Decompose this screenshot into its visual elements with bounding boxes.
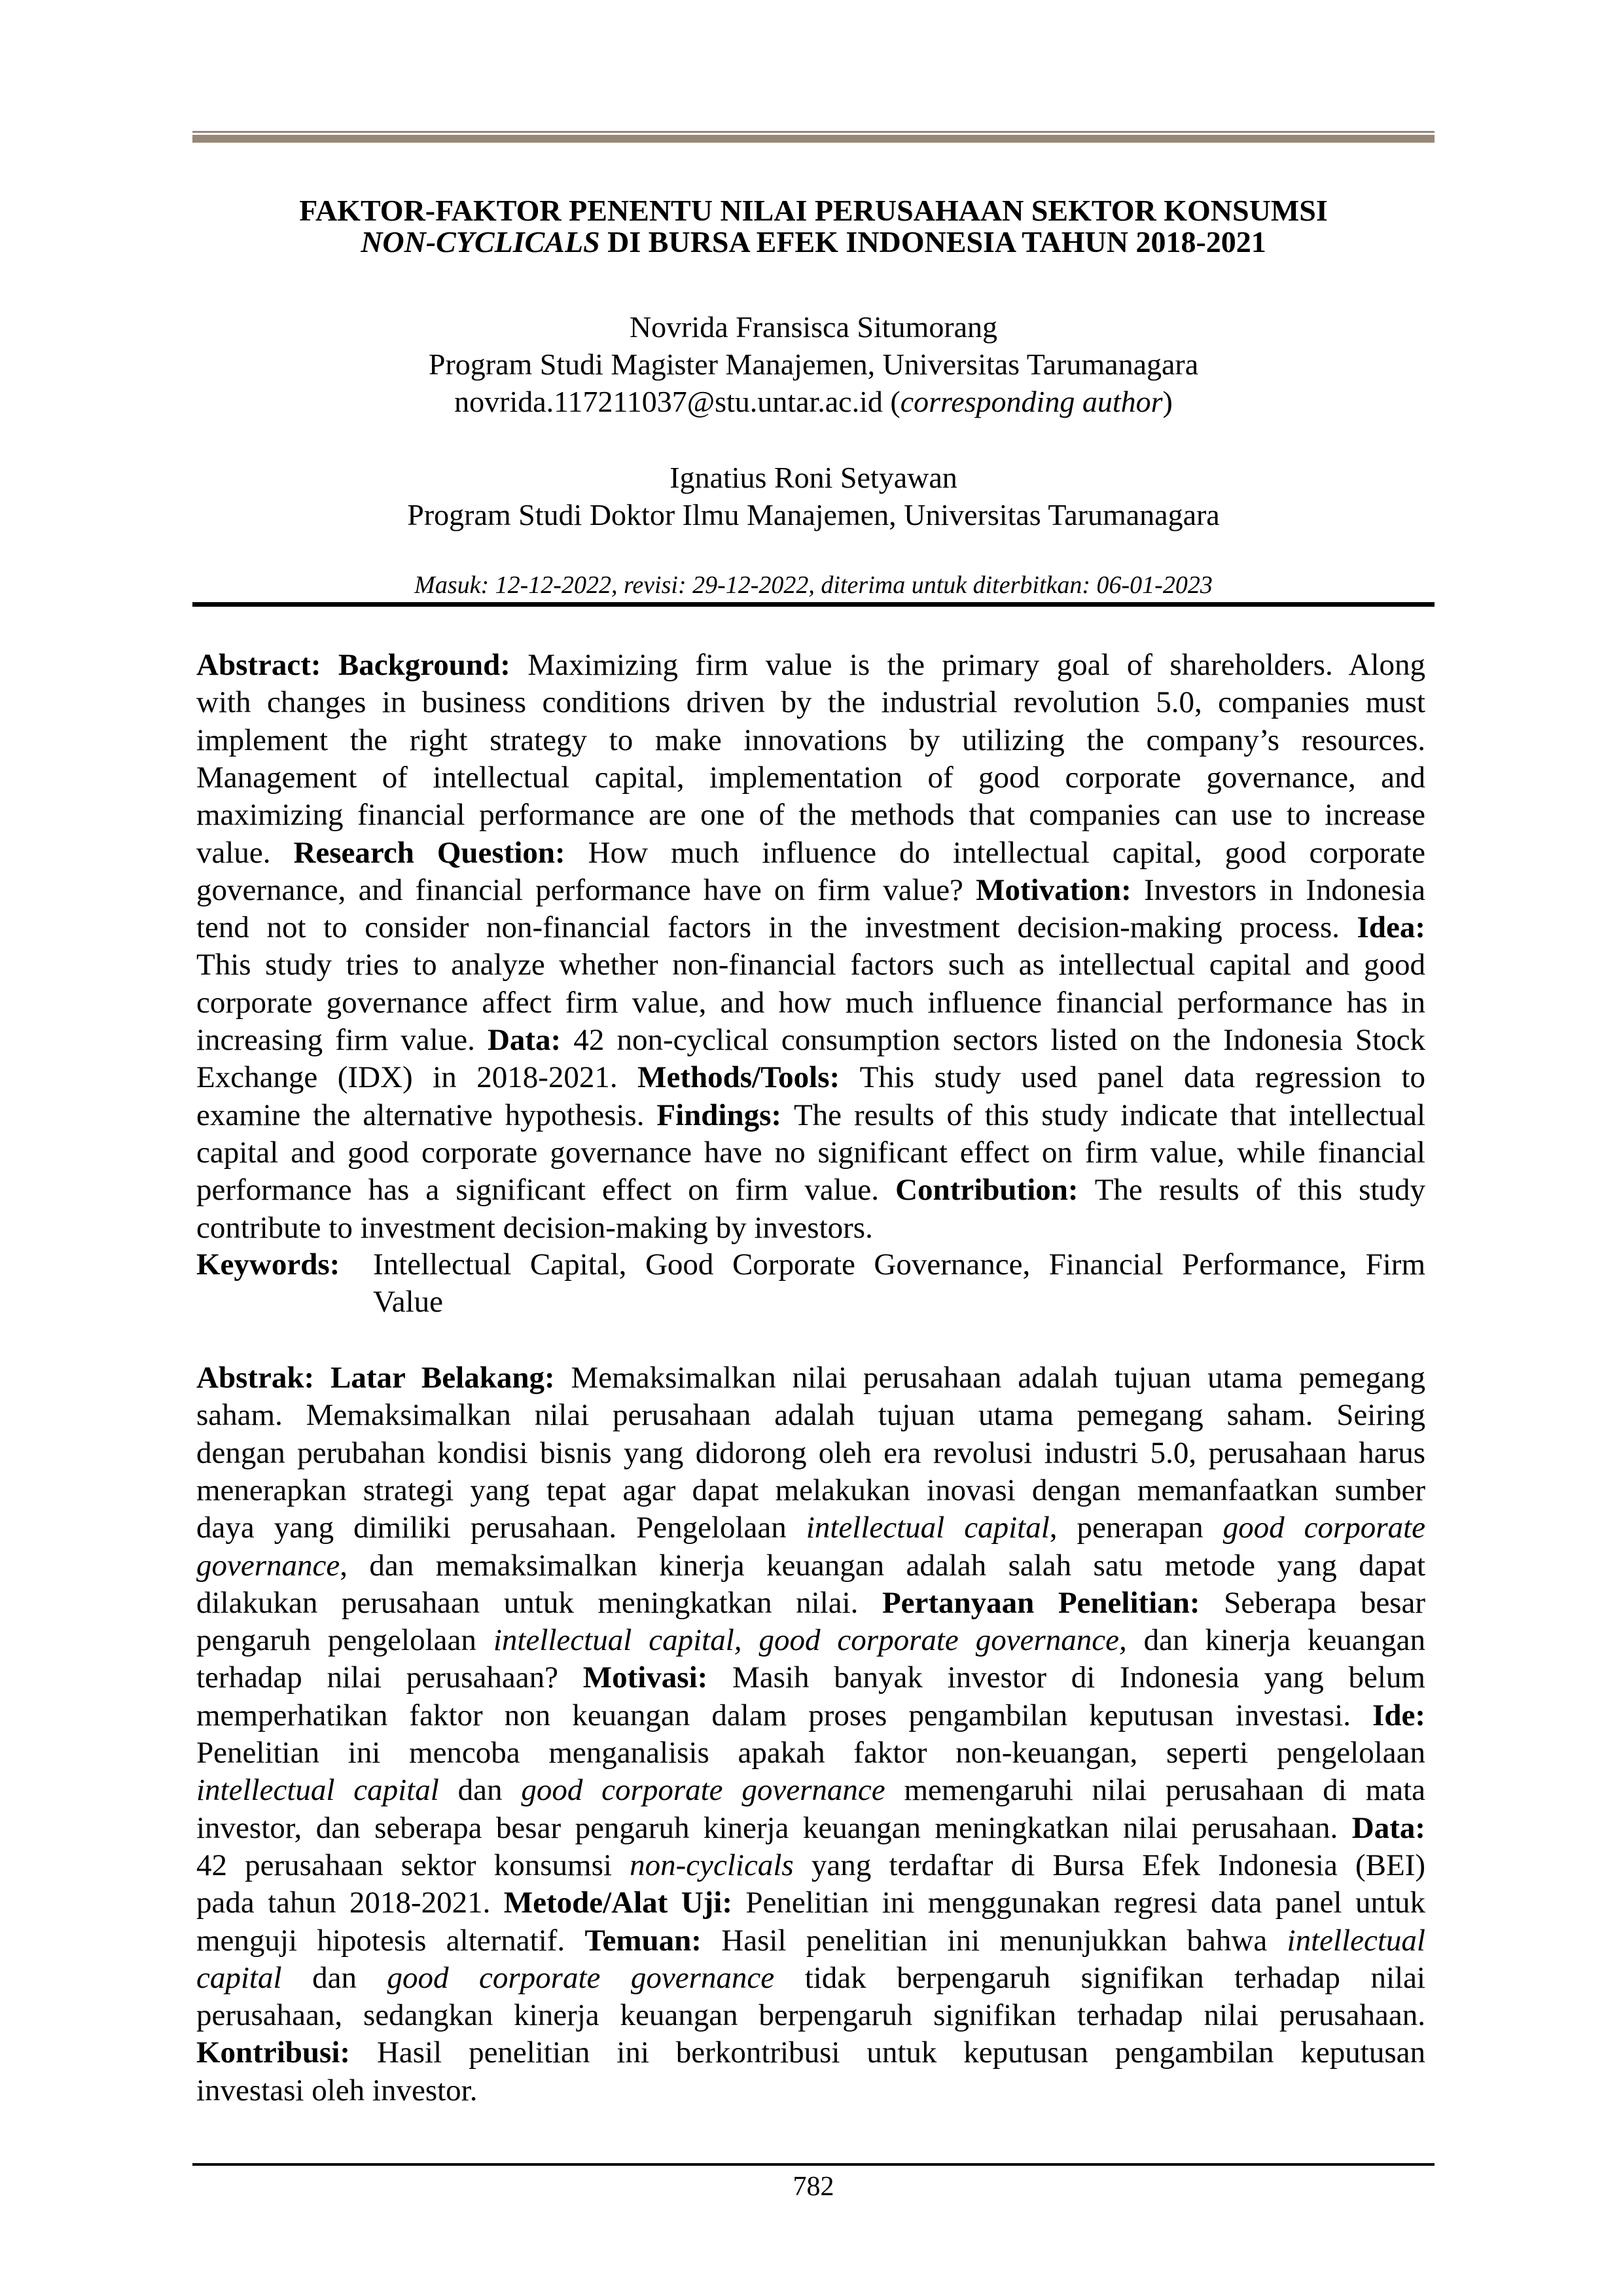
text-run: investor, dan seberapa besar pengaruh kinerja keuangan meningkatkan nilai perusahaan. — [196, 1810, 1352, 1845]
section-label: Temuan: — [584, 1923, 722, 1958]
header-separator-rule — [192, 602, 1435, 607]
abstract-en-line — [196, 1172, 1425, 1209]
abstract-en-line — [196, 722, 1425, 759]
paren-open: ( — [882, 385, 901, 418]
abstract-id-line — [196, 1397, 1425, 1434]
text-run: saham. Memaksimalkan nilai perusahaan adalah tujuan utama pemegang saham. Seiring — [196, 1398, 1425, 1433]
section-label: Metode/Alat Uji: — [503, 1886, 746, 1920]
section-label: Kontribusi: — [196, 2036, 377, 2070]
text-run: menguji hipotesis alternatif. — [196, 1923, 585, 1958]
abstract-en-line — [196, 946, 1425, 984]
author-1-email[interactable]: novrida.117211037@stu.untar.ac.id — [454, 385, 883, 418]
abstract-en-line — [196, 872, 1425, 909]
italic-term: governance — [196, 1548, 340, 1583]
section-label: Abstract: Background: — [196, 648, 528, 682]
text-run: Penelitian ini menggunakan regresi data panel untuk — [745, 1886, 1426, 1920]
text-run: Investors in Indonesia — [1143, 872, 1425, 907]
text-run: Masih banyak investor di Indonesia yang belum — [732, 1660, 1425, 1695]
text-run: Penelitian ini mencoba menganalisis apakah faktor non-keuangan, seperti pengelolaan — [196, 1736, 1425, 1770]
submission-dates: Masuk: 12-12-2022, revisi: 29-12-2022, diterima untuk diterbitkan: 06-01-2023 — [414, 571, 1213, 599]
text-run: increasing firm value. — [196, 1023, 488, 1057]
text-run: terhadap nilai perusahaan? — [196, 1660, 583, 1695]
italic-term: intellectual — [1287, 1923, 1425, 1958]
text-run: implement the right strategy to make innovations by utilizing the company’s resources. — [196, 723, 1425, 757]
italic-term: good corporate — [1222, 1511, 1426, 1545]
text-run: pada tahun 2018-2021. — [196, 1886, 504, 1920]
section-label: Ide: — [1372, 1698, 1425, 1732]
text-run: tend not to consider non-financial factors in the investment decision-making process. — [196, 910, 1357, 945]
text-run: memperhatikan faktor non keuangan dalam proses pengambilan keputusan investasi. — [196, 1698, 1373, 1732]
text-run: dan kinerja keuangan — [1126, 1623, 1426, 1658]
abstract-id-line — [196, 1847, 1425, 1884]
text-run: dan — [438, 1773, 522, 1808]
text-run: Memaksimalkan nilai perusahaan adalah tujuan utama pemegang — [571, 1361, 1425, 1395]
section-label: Pertanyaan Penelitian: — [882, 1585, 1224, 1620]
text-run: examine the alternative hypothesis. — [196, 1098, 657, 1132]
abstract-en-line — [196, 834, 1425, 872]
abstract-id-line — [196, 1772, 1425, 1809]
section-label: Motivasi: — [582, 1660, 732, 1695]
author-2-name: Ignatius Roni Setyawan — [669, 461, 957, 494]
text-run: daya yang dimiliki perusahaan. Pengelolaan — [196, 1511, 806, 1545]
abstract-id-line — [196, 2072, 1425, 2109]
italic-term: good corporate governance — [387, 1960, 775, 1995]
text-run: value. — [196, 835, 294, 870]
text-run: , dan memaksimalkan kinerja keuangan adalah salah satu metode yang dapat — [340, 1548, 1425, 1583]
abstract-id-line — [196, 1622, 1425, 1659]
abstract-en-line — [196, 1022, 1425, 1059]
footer-rule — [192, 2163, 1435, 2166]
text-run: , penerapan — [1049, 1511, 1223, 1545]
abstract-en-line — [196, 1134, 1425, 1172]
abstract-en-line — [196, 1059, 1425, 1096]
abstract-en-line — [196, 797, 1425, 834]
text-run: This study used panel data regression to — [859, 1060, 1426, 1095]
section-label: Data: — [487, 1023, 574, 1057]
section-label: Data: — [1351, 1810, 1425, 1845]
section-label: Motivation: — [976, 872, 1144, 907]
abstract-id-line — [196, 1435, 1425, 1472]
text-run: capital and good corporate governance have no significant effect on firm value, while financial — [196, 1135, 1425, 1170]
abstract-en-line — [196, 684, 1425, 721]
text-run: The results of this study indicate that intellectual — [793, 1098, 1425, 1132]
keywords-value-line-2: Value — [373, 1285, 444, 1319]
text-run: performance has a significant effect on firm value. — [196, 1173, 896, 1208]
text-run: investasi oleh investor. — [196, 2073, 478, 2108]
text-run: yang terdaftar di Bursa Efek Indonesia (BEI) — [793, 1848, 1425, 1882]
keywords-label: Keywords: — [196, 1247, 340, 1282]
abstract-en-line — [196, 1097, 1425, 1134]
text-run: maximizing financial performance are one of the methods that companies can use to increase — [196, 798, 1425, 833]
text-run: Hasil penelitian ini berkontribusi untuk keputusan pengambilan keputusan — [376, 2036, 1425, 2070]
abstract-en-line — [196, 984, 1425, 1022]
section-label: Idea: — [1357, 910, 1425, 945]
abstract-id-line — [196, 1884, 1425, 1922]
abstract-id-line — [196, 1922, 1425, 1960]
text-run: tidak berpengaruh signifikan terhadap nilai — [774, 1960, 1425, 1995]
text-run: Management of intellectual capital, implementation of good corporate governance, and — [196, 760, 1425, 795]
header-rule-thick — [192, 135, 1435, 143]
text-run: dilakukan perusahaan untuk meningkatkan nilai. — [196, 1585, 882, 1620]
abstract-id-line — [196, 1810, 1425, 1847]
italic-term: intellectual capital — [806, 1511, 1050, 1545]
author-1-name: Novrida Fransisca Situmorang — [629, 310, 998, 344]
italic-term: intellectual capital — [196, 1773, 439, 1808]
italic-term: intellectual capital, good corporate governance, — [493, 1623, 1127, 1658]
section-label: Findings: — [656, 1098, 794, 1132]
text-run: This study tries to analyze whether non-financial factors such as intellectual capital and good — [196, 948, 1425, 982]
title-line-2-rest: DI BURSA EFEK INDONESIA TAHUN 2018-2021 — [599, 225, 1266, 259]
text-run: Hasil penelitian ini menunjukkan bahwa — [721, 1923, 1287, 1958]
abstract-id-line — [196, 1585, 1425, 1622]
abstract-en-line — [196, 647, 1425, 684]
text-run: Maximizing firm value is the primary goal of shareholders. Along — [527, 648, 1425, 682]
abstract-en-line — [196, 1210, 1425, 1247]
abstract-id-line — [196, 1960, 1425, 1997]
text-run: with changes in business conditions driven by the industrial revolution 5.0, companies must — [196, 685, 1425, 720]
corresponding-author-note: corresponding author — [900, 385, 1163, 418]
italic-term: non-cyclicals — [630, 1848, 794, 1882]
text-run: menerapkan strategi yang tepat agar dapat melakukan inovasi dengan memanfaatkan sumber — [196, 1473, 1425, 1507]
abstract-id-line — [196, 1547, 1425, 1585]
text-run: pengaruh pengelolaan — [196, 1623, 493, 1658]
abstract-id-line — [196, 1472, 1425, 1509]
abstract-id-line — [196, 1359, 1425, 1397]
italic-term: good corporate governance — [521, 1773, 885, 1808]
abstract-id-line — [196, 1734, 1425, 1772]
paren-close: ) — [1162, 385, 1173, 418]
header-rule-thin — [192, 131, 1435, 133]
abstract-id-line — [196, 1997, 1425, 2034]
section-label: Research Question: — [293, 835, 588, 870]
title-line-2 — [192, 226, 1435, 258]
abstract-en-line — [196, 909, 1425, 946]
author-1-contact — [192, 383, 1435, 420]
keywords-row-1 — [196, 1246, 1425, 1283]
author-2-affiliation: Program Studi Doktor Ilmu Manajemen, Universitas Tarumanagara — [407, 498, 1220, 531]
section-label: Abstrak: Latar Belakang: — [196, 1361, 571, 1395]
text-run: governance, and financial performance have on firm value? — [196, 872, 976, 907]
abstract-id-line — [196, 2034, 1425, 2072]
keywords-value-line-1: Intellectual Capital, Good Corporate Governance, Financial Performance, Firm — [373, 1247, 1425, 1282]
text-run: dan — [281, 1960, 387, 1995]
abstract-id-line — [196, 1659, 1425, 1696]
abstract-id-line — [196, 1697, 1425, 1734]
text-run: dengan perubahan kondisi bisnis yang didorong oleh era revolusi industri 5.0, perusahaan harus — [196, 1435, 1425, 1470]
text-run: Exchange (IDX) in 2018-2021. — [196, 1060, 638, 1095]
text-run: memengaruhi nilai perusahaan di mata — [885, 1773, 1425, 1808]
text-run: How much influence do intellectual capital, good corporate — [588, 835, 1425, 870]
title-italic-term: NON-CYCLICALS — [361, 225, 600, 259]
text-run: corporate governance affect firm value, and how much influence financial performance has in — [196, 985, 1425, 1020]
text-run: 42 perusahaan sektor konsumsi — [196, 1848, 630, 1882]
section-label: Methods/Tools: — [637, 1060, 860, 1095]
text-run: perusahaan, sedangkan kinerja keuangan berpengaruh signifikan terhadap nilai perusahaan. — [196, 1998, 1425, 2033]
title-line-1: FAKTOR-FAKTOR PENENTU NILAI PERUSAHAAN SEKTOR KONSUMSI — [299, 194, 1328, 227]
text-run: The results of this study — [1094, 1173, 1425, 1208]
italic-term: capital — [196, 1960, 282, 1995]
text-run: contribute to investment decision-making by investors. — [196, 1210, 873, 1245]
text-run: 42 non-cyclical consumption sectors listed on the Indonesia Stock — [573, 1023, 1425, 1057]
section-label: Contribution: — [895, 1173, 1095, 1208]
page-number: 782 — [793, 2172, 834, 2202]
keywords-row-2 — [196, 1283, 1425, 1321]
abstract-en-line — [196, 759, 1425, 797]
author-1-affiliation: Program Studi Magister Manajemen, Universitas Tarumanagara — [428, 348, 1199, 381]
abstract-id-line — [196, 1509, 1425, 1547]
text-run: Seberapa besar — [1224, 1585, 1425, 1620]
